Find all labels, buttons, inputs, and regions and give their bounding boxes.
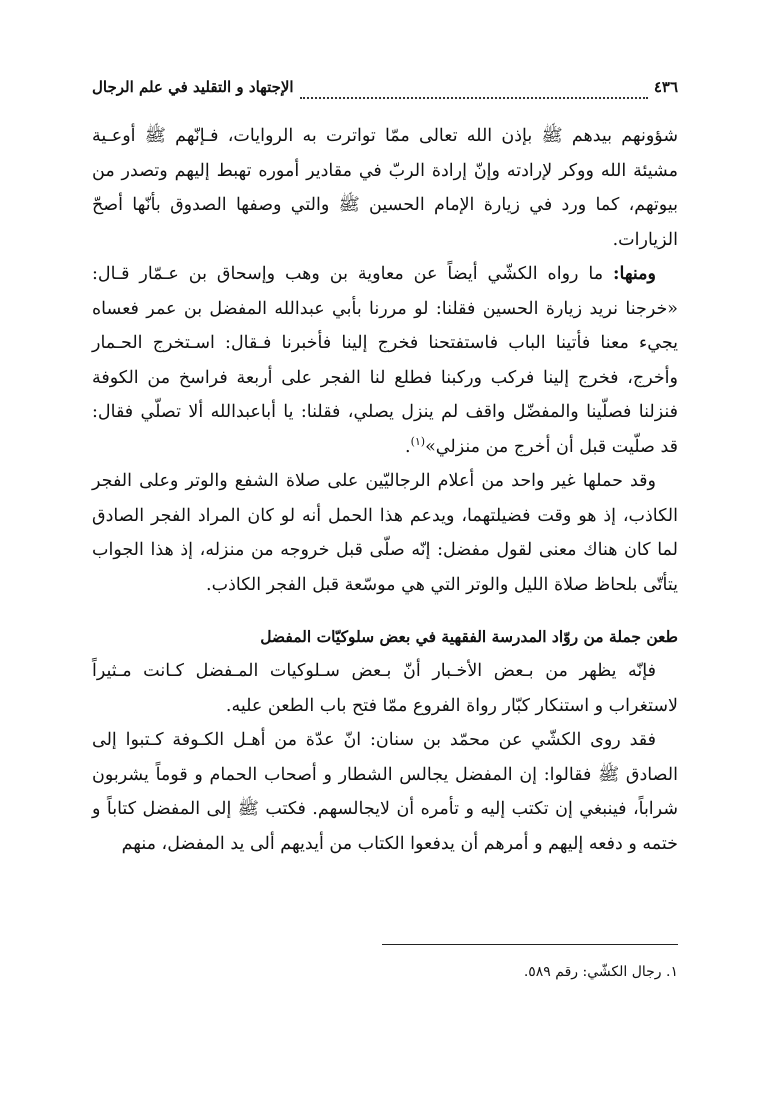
section-heading: طعن جملة من روّاد المدرسة الفقهية في بعض سلوكيّات المفضل: [260, 627, 678, 646]
page-number: ٤٣٦: [653, 78, 678, 96]
paragraph-2: [92, 257, 678, 464]
paragraph-5: فقد روى الكشّي عن محمّد بن سنان: انّ عدّة من أهـل الكـوفة كـتبوا إلى الصادق ﷺ فقالوا: إن المفضل يجالس الشطار و أصحاب الحمام و قوماً يشربون شراباً، فينبغي إن تكتب إليه و تأمره أن لايجالسهم. فكتب ﷺ إلى المفضل كتاباً و ختمه و دفعه إليهم و أمرهم أن يدفعوا الكتاب من أيديهم ألى يد المفضل، منهم: [92, 730, 678, 854]
paragraph-1: شؤونهم بيدهم ﷺ بإذن الله تعالى ممّا تواترت به الروايات، فـإنّهم ﷺ أوعـية مشيئة الله ووكر لإرادته وإنّ إرادة الربّ في مقادير أموره تهبط إليهم وتصدر من بيوتهم، كما ورد في زيارة الإمام الحسين ﷺ والتي وصفها الصدوق بأنّها أصحّ الزيارات.: [92, 126, 678, 250]
footnote-separator: [382, 944, 678, 945]
footnote-reference: (١): [410, 434, 426, 448]
paragraph-4: فإنّه يظهر من بـعض الأخـبار أنّ بـعض سـلوكيات المـفضل كـانت مـثيراً لاستغراب و استنكار كبّار رواة الفروع ممّا فتح باب الطعن عليه.: [92, 661, 678, 716]
document-page: [92, 78, 678, 980]
paragraph-2-lead: ومنها:: [613, 264, 656, 284]
footnote: ١. رجال الكشّي: رقم ٥٨٩.: [523, 964, 678, 980]
paragraph-2-text: ما رواه الكشّي أيضاً عن معاوية بن وهب وإسحاق بن عـمّار قـال: «خرجنا نريد زيارة الحسين فقلنا: لو مررنا بأبي عبدالله المفضل بن عمر فعساه يجيء معنا فأتينا الباب فاستفتحنا فخرج إلينا فأخبرنا فـقال: اسـتخرج الحـمار وأخرج، فخرج إلينا فركب وركبنا فطلع لنا الفجر على أربعة فراسخ من الكوفة فنزلنا فصلّينا والمفضّل واقف لم ينزل يصلي، فقلنا: يا أباعبدالله ألا تصلّي فقال: قد صلّيت قبل أن أخرج من منزلي»: [92, 264, 678, 457]
paragraph-3: وقد حملها غير واحد من أعلام الرجاليّين على صلاة الشفع والوتر وعلى الفجر الكاذب، إذ هو وقت فضيلتهما، ويدعم هذا الحمل أنه لو كان المراد الفجر الصادق لما كان هناك معنى لقول مفضل: إنّه صلّى قبل خروجه من منزله، إذ هذا الجواب يتأتّى بلحاظ صلاة الليل والوتر التي هي موسّعة قبل الفجر الكاذب.: [92, 471, 678, 595]
header-dot-leader: [300, 97, 648, 99]
running-title: الإجتهاد و التقليد في علم الرجال: [92, 78, 294, 96]
page-header: [92, 78, 678, 105]
paragraph-2-end: .: [404, 436, 411, 457]
body-text: [92, 119, 678, 861]
